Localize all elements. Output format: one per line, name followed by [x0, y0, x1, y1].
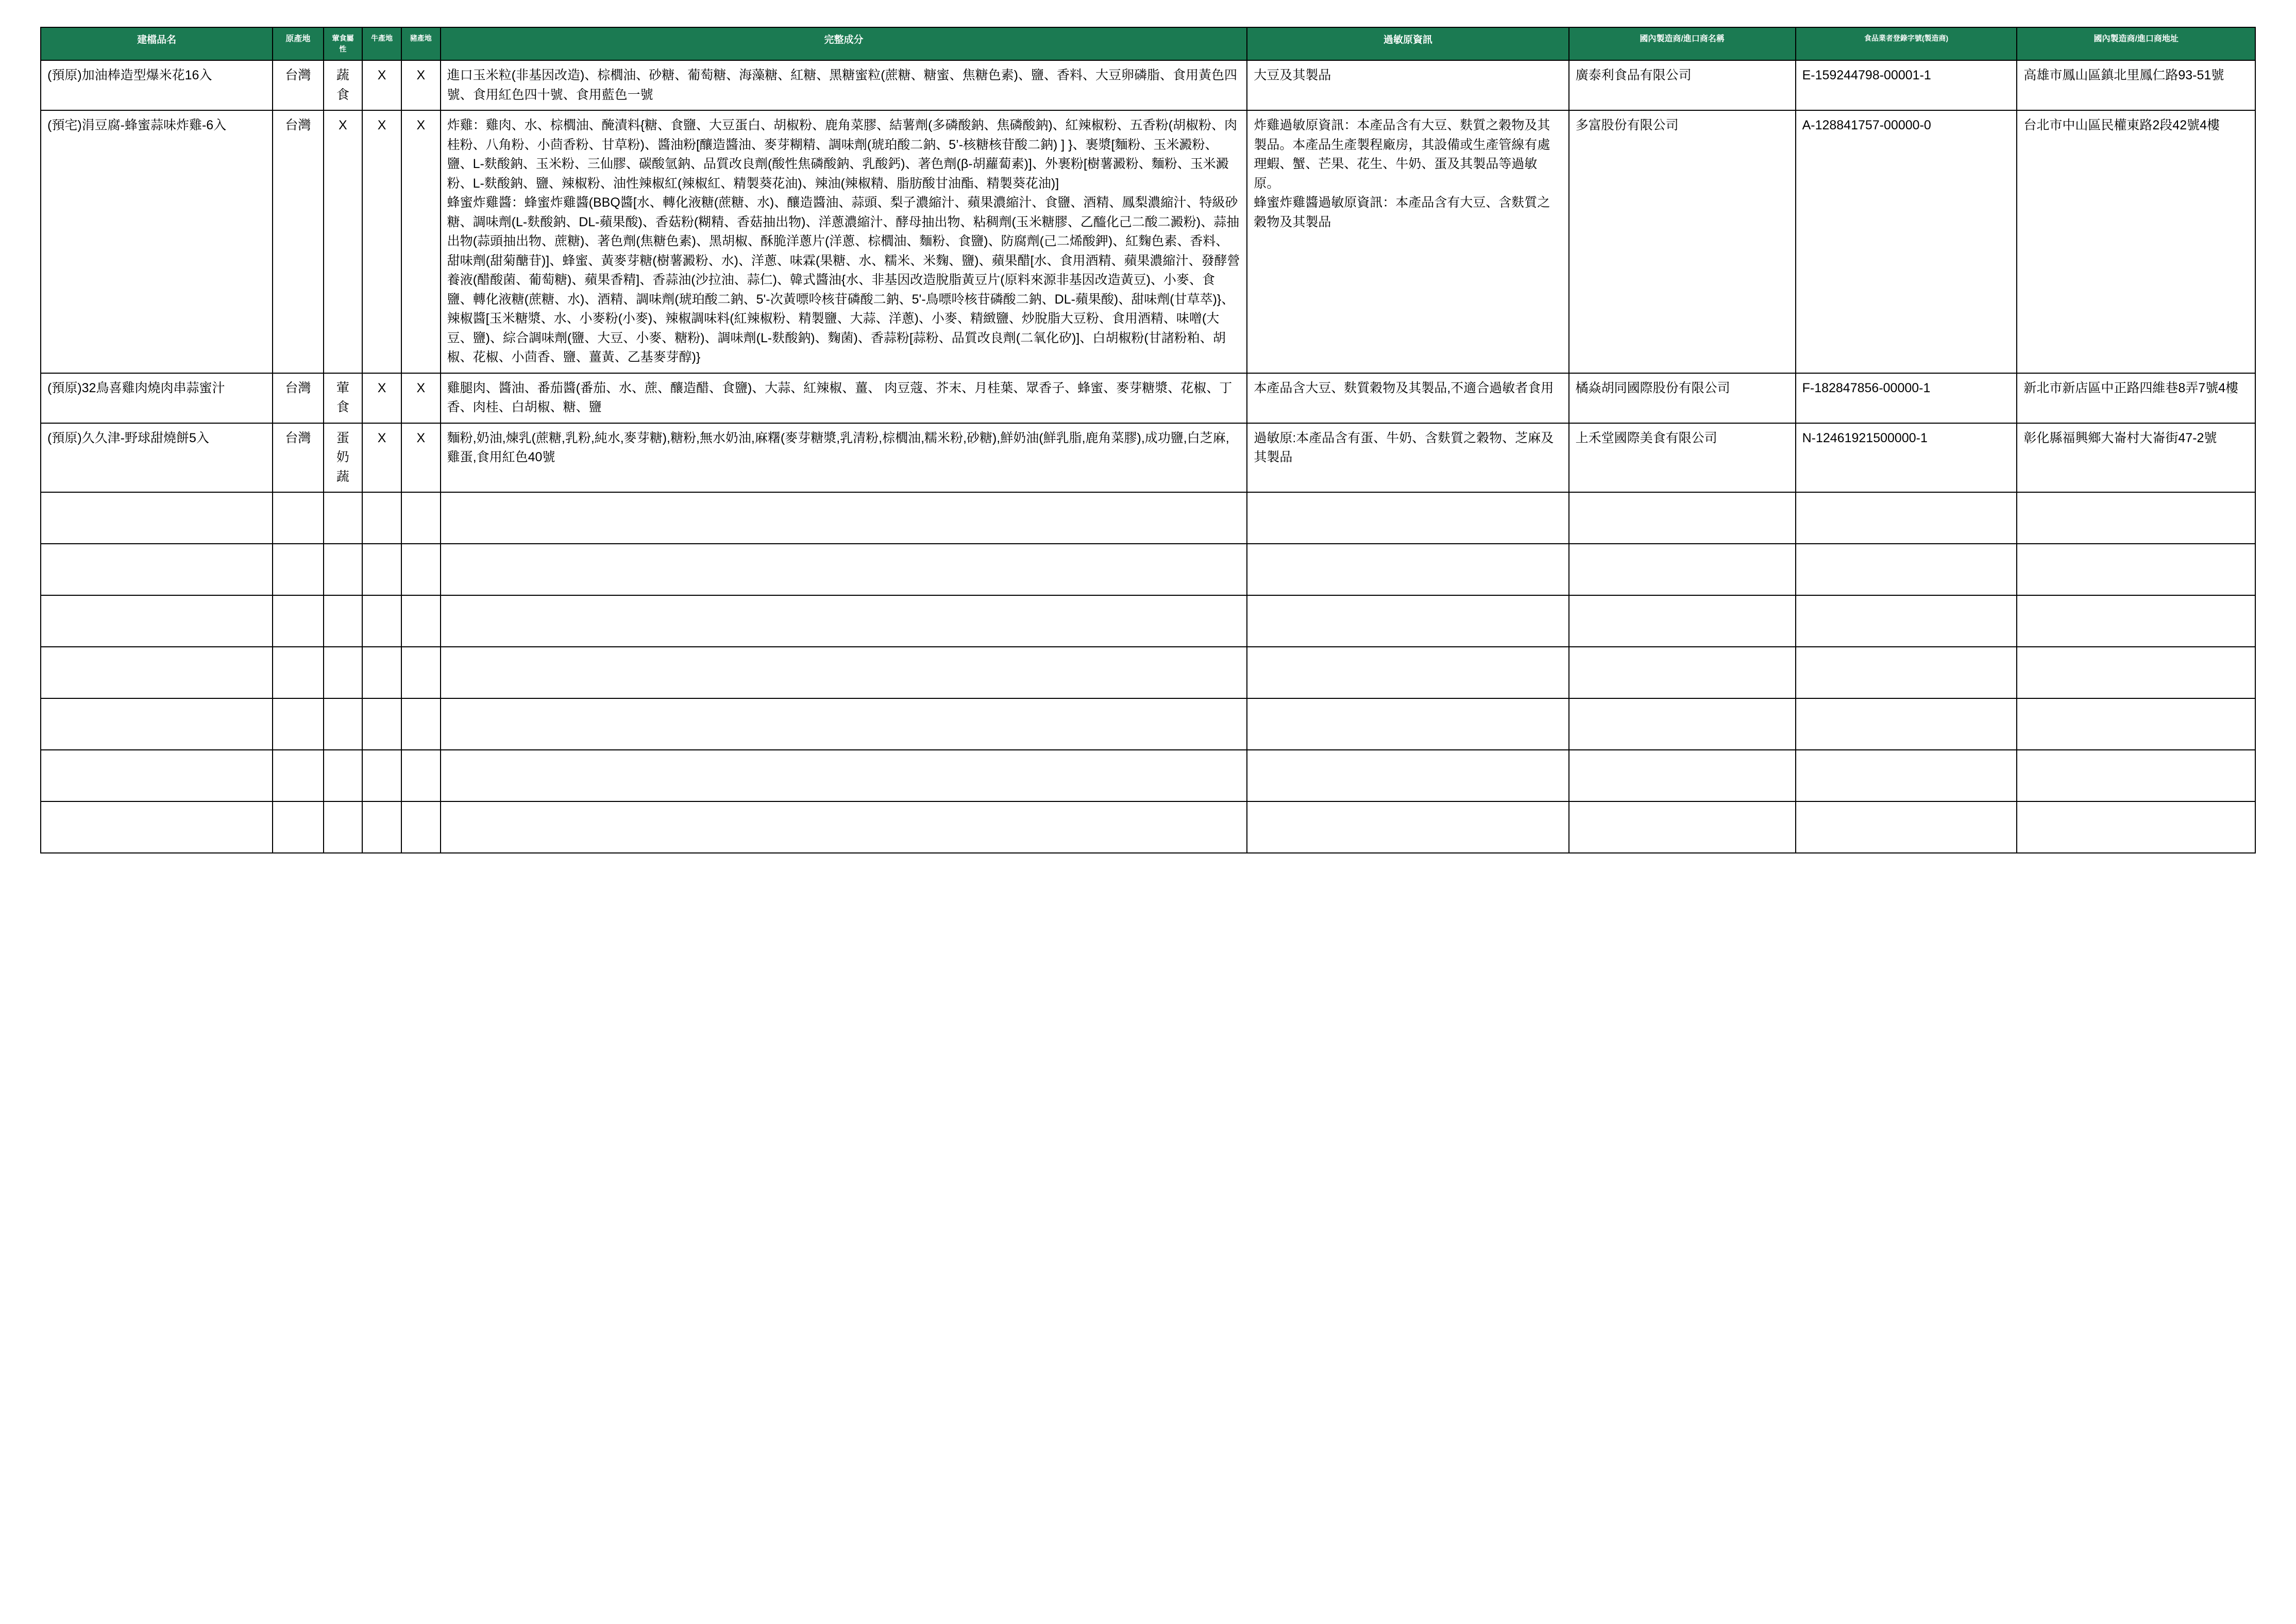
- cell-product-name-empty[interactable]: [41, 647, 273, 698]
- cell-manufacturer-empty[interactable]: [1569, 544, 1796, 595]
- cell-origin[interactable]: 台灣: [273, 373, 323, 423]
- cell-pork-origin[interactable]: X: [401, 423, 441, 493]
- cell-registration-no-empty[interactable]: [1796, 595, 2017, 647]
- cell-pork-origin-empty[interactable]: [401, 801, 441, 853]
- cell-ingredients-empty[interactable]: [441, 492, 1247, 544]
- cell-pork-origin-empty[interactable]: [401, 750, 441, 801]
- cell-product-name-empty[interactable]: [41, 801, 273, 853]
- table-row-empty: [41, 698, 2255, 750]
- cell-product-name[interactable]: (預宅)涓豆腐-蜂蜜蒜味炸雞-6入: [41, 110, 273, 373]
- cell-veg-attribute-empty[interactable]: [324, 492, 363, 544]
- cell-ingredients-empty[interactable]: [441, 801, 1247, 853]
- cell-veg-attribute-empty[interactable]: [324, 647, 363, 698]
- cell-beef-origin-empty[interactable]: [362, 544, 401, 595]
- column-header-maker[interactable]: 國內製造商/進口商名稱: [1569, 27, 1796, 60]
- cell-product-name[interactable]: (預原)久久津-野球甜燒餅5入: [41, 423, 273, 493]
- column-header-name[interactable]: 建檔品名: [41, 27, 273, 60]
- cell-registration-no[interactable]: A-128841757-00000-0: [1796, 110, 2017, 373]
- cell-veg-attribute-empty[interactable]: [324, 750, 363, 801]
- cell-beef-origin[interactable]: X: [362, 423, 401, 493]
- cell-ingredients-empty[interactable]: [441, 750, 1247, 801]
- cell-beef-origin-empty[interactable]: [362, 698, 401, 750]
- cell-ingredients[interactable]: 進口玉米粒(非基因改造)、棕櫚油、砂糖、葡萄糖、海藻糖、紅糖、黑糖蜜粒(蔗糖、糖蜜、焦糖色素)、鹽、香料、大豆卵磷脂、食用黃色四號、食用紅色四十號、食用藍色一號: [441, 60, 1247, 110]
- cell-origin-empty[interactable]: [273, 750, 323, 801]
- column-header-origin[interactable]: 原產地: [273, 27, 323, 60]
- cell-ingredients-empty[interactable]: [441, 647, 1247, 698]
- cell-pork-origin-empty[interactable]: [401, 492, 441, 544]
- cell-pork-origin-empty[interactable]: [401, 647, 441, 698]
- cell-origin-empty[interactable]: [273, 595, 323, 647]
- cell-registration-no-empty[interactable]: [1796, 750, 2017, 801]
- cell-pork-origin[interactable]: X: [401, 60, 441, 110]
- cell-product-name-empty[interactable]: [41, 595, 273, 647]
- cell-allergen[interactable]: 本產品含大豆、麩質穀物及其製品,不適合過敏者食用: [1247, 373, 1568, 423]
- cell-manufacturer[interactable]: 廣泰利食品有限公司: [1569, 60, 1796, 110]
- cell-address[interactable]: 高雄市鳳山區鎮北里鳳仁路93-51號: [2017, 60, 2255, 110]
- cell-veg-attribute-empty[interactable]: [324, 595, 363, 647]
- cell-ingredients-empty[interactable]: [441, 698, 1247, 750]
- cell-manufacturer[interactable]: 多富股份有限公司: [1569, 110, 1796, 373]
- cell-pork-origin[interactable]: X: [401, 110, 441, 373]
- cell-beef-origin[interactable]: X: [362, 60, 401, 110]
- cell-origin-empty[interactable]: [273, 647, 323, 698]
- cell-origin-empty[interactable]: [273, 698, 323, 750]
- cell-manufacturer-empty[interactable]: [1569, 698, 1796, 750]
- cell-allergen-empty[interactable]: [1247, 698, 1568, 750]
- cell-manufacturer-empty[interactable]: [1569, 595, 1796, 647]
- cell-origin[interactable]: 台灣: [273, 110, 323, 373]
- cell-veg-attribute[interactable]: 葷食: [324, 373, 363, 423]
- cell-veg-attribute-empty[interactable]: [324, 698, 363, 750]
- table-row-empty: [41, 801, 2255, 853]
- cell-manufacturer-empty[interactable]: [1569, 750, 1796, 801]
- cell-product-name[interactable]: (預原)加油棒造型爆米花16入: [41, 60, 273, 110]
- cell-allergen-empty[interactable]: [1247, 544, 1568, 595]
- cell-address-empty[interactable]: [2017, 492, 2255, 544]
- cell-allergen-empty[interactable]: [1247, 492, 1568, 544]
- cell-veg-attribute[interactable]: X: [324, 110, 363, 373]
- cell-beef-origin-empty[interactable]: [362, 492, 401, 544]
- table-header: [41, 27, 2255, 60]
- table-body: [41, 60, 2255, 853]
- table-row: [41, 110, 2255, 373]
- cell-veg-attribute[interactable]: 蛋奶蔬: [324, 423, 363, 493]
- cell-address-empty[interactable]: [2017, 801, 2255, 853]
- cell-allergen-empty[interactable]: [1247, 750, 1568, 801]
- cell-product-name[interactable]: (預原)32鳥喜雞肉燒肉串蒜蜜汁: [41, 373, 273, 423]
- cell-beef-origin[interactable]: X: [362, 373, 401, 423]
- cell-origin[interactable]: 台灣: [273, 423, 323, 493]
- column-header-beef-origin[interactable]: 豬產地: [401, 27, 441, 60]
- column-header-allergen[interactable]: 過敏原資訊: [1247, 27, 1568, 60]
- table-row: [41, 373, 2255, 423]
- cell-allergen[interactable]: 炸雞過敏原資訊：本產品含有大豆、麩質之穀物及其製品。本產品生產製程廠房，其設備或生產管線有處理蝦、蟹、芒果、花生、牛奶、蛋及其製品等過敏原。 蜂蜜炸雞醬過敏原資訊：本產品含有大豆、含麩質之穀物及其製品: [1247, 110, 1568, 373]
- cell-product-name-empty[interactable]: [41, 492, 273, 544]
- cell-manufacturer[interactable]: 橘焱胡同國際股份有限公司: [1569, 373, 1796, 423]
- cell-address-empty[interactable]: [2017, 698, 2255, 750]
- cell-pork-origin-empty[interactable]: [401, 544, 441, 595]
- cell-product-name-empty[interactable]: [41, 698, 273, 750]
- cell-pork-origin-empty[interactable]: [401, 698, 441, 750]
- column-header-registration[interactable]: 食品業者登錄字號(製造商): [1796, 27, 2017, 60]
- cell-address-empty[interactable]: [2017, 595, 2255, 647]
- cell-allergen-empty[interactable]: [1247, 801, 1568, 853]
- cell-ingredients[interactable]: 炸雞：雞肉、水、棕櫚油、醃漬料{糖、食鹽、大豆蛋白、胡椒粉、鹿角菜膠、結薯劑(多磷酸鈉、焦磷酸鈉)、紅辣椒粉、五香粉(胡椒粉、肉桂粉、八角粉、小茴香粉、甘草粉)、醬油粉[釀造醬油、麥芽糊精、調味劑(琥珀酸二鈉、5’-核糖核苷酸二鈉) ] }、裹漿[麵粉、玉米澱粉、鹽、L-麩酸鈉、玉米粉、三仙膠、碳酸氫鈉、品質改良劑(酸性焦磷酸鈉、乳酸鈣)、著色劑(β-胡蘿蔔素)]、外裹粉[樹薯澱粉、麵粉、玉米澱粉、L-麩酸鈉、鹽、辣椒粉、油性辣椒紅(辣椒紅、精製葵花油)、辣油(辣椒精、脂肪酸甘油酯、精製葵花油)] 蜂蜜炸雞醬：蜂蜜炸雞醬(BBQ醬[水、轉化液糖(蔗糖、水)、釀造醬油、蒜頭、梨子濃縮汁、蘋果濃縮汁、食鹽、酒精、鳳梨濃縮汁、特級砂糖、調味劑(L-麩酸鈉、DL-蘋果酸)、香菇粉(糊精、香菇抽出物)、洋蔥濃縮汁、酵母抽出物、粘稠劑(玉米糖膠、乙醯化己二酸二澱粉)、蒜抽出物(蒜頭抽出物、蔗糖)、著色劑(焦糖色素)、黑胡椒、酥脆洋蔥片(洋蔥、棕櫚油、麵粉、食鹽)、防腐劑(己二烯酸鉀)、紅麴色素、香料、甜味劑(甜菊醣苷)]、蜂蜜、黃麥芽糖(樹薯澱粉、水)、洋蔥、味霖(果糖、水、糯米、米麴、鹽)、蘋果醋[水、食用酒精、蘋果濃縮汁、發酵營養液(醋酸菌、葡萄糖)、蘋果香精]、香蒜油(沙拉油、蒜仁)、韓式醬油{水、非基因改造脫脂黃豆片(原料來源非基因改造黃豆)、小麥、食鹽、轉化液糖(蔗糖、水)、酒精、調味劑(琥珀酸二鈉、5'-次黃嘌呤核苷磷酸二鈉、5'-鳥嘌呤核苷磷酸二鈉、DL-蘋果酸)、甜味劑(甘草萃)}、辣椒醬[玉米糖漿、水、小麥粉(小麥)、辣椒調味料(紅辣椒粉、精製鹽、大蒜、洋蔥)、小麥、精緻鹽、炒脫脂大豆粉、食用酒精、味噌(大豆、鹽)、綜合調味劑(鹽、大豆、小麥、糖粉)、調味劑(L-麩酸鈉)、麴菌)、香蒜粉[蒜粉、品質改良劑(二氧化矽)]、白胡椒粉(甘諸粉粕、胡椒、花椒、小茴香、鹽、薑黃、乙基麥芽醇)}: [441, 110, 1247, 373]
- column-header-address[interactable]: 國內製造商/進口商地址: [2017, 27, 2255, 60]
- cell-address-empty[interactable]: [2017, 750, 2255, 801]
- cell-manufacturer[interactable]: 上禾堂國際美食有限公司: [1569, 423, 1796, 493]
- cell-registration-no-empty[interactable]: [1796, 647, 2017, 698]
- cell-beef-origin-empty[interactable]: [362, 801, 401, 853]
- cell-registration-no[interactable]: E-159244798-00001-1: [1796, 60, 2017, 110]
- cell-origin-empty[interactable]: [273, 492, 323, 544]
- cell-address-empty[interactable]: [2017, 544, 2255, 595]
- column-header-beef[interactable]: 牛產地: [362, 27, 401, 60]
- cell-registration-no-empty[interactable]: [1796, 544, 2017, 595]
- cell-origin-empty[interactable]: [273, 801, 323, 853]
- cell-ingredients-empty[interactable]: [441, 544, 1247, 595]
- table-row-empty: [41, 647, 2255, 698]
- cell-registration-no-empty[interactable]: [1796, 698, 2017, 750]
- table-row-empty: [41, 595, 2255, 647]
- cell-registration-no[interactable]: N-12461921500000-1: [1796, 423, 2017, 493]
- cell-origin[interactable]: 台灣: [273, 60, 323, 110]
- cell-address[interactable]: 彰化縣福興鄉大崙村大崙街47-2號: [2017, 423, 2255, 493]
- cell-origin-empty[interactable]: [273, 544, 323, 595]
- column-header-veg[interactable]: 葷食屬性: [324, 27, 363, 60]
- cell-pork-origin[interactable]: X: [401, 373, 441, 423]
- cell-beef-origin-empty[interactable]: [362, 647, 401, 698]
- cell-registration-no[interactable]: F-182847856-00000-1: [1796, 373, 2017, 423]
- cell-address[interactable]: 新北市新店區中正路四維巷8弄7號4樓: [2017, 373, 2255, 423]
- cell-registration-no-empty[interactable]: [1796, 801, 2017, 853]
- cell-veg-attribute-empty[interactable]: [324, 801, 363, 853]
- cell-address[interactable]: 台北市中山區民權東路2段42號4樓: [2017, 110, 2255, 373]
- cell-beef-origin-empty[interactable]: [362, 750, 401, 801]
- cell-veg-attribute-empty[interactable]: [324, 544, 363, 595]
- cell-allergen-empty[interactable]: [1247, 647, 1568, 698]
- table-row-empty: [41, 750, 2255, 801]
- cell-allergen-empty[interactable]: [1247, 595, 1568, 647]
- table-row-empty: [41, 492, 2255, 544]
- product-ingredient-table: [40, 27, 2256, 853]
- cell-manufacturer-empty[interactable]: [1569, 492, 1796, 544]
- cell-product-name-empty[interactable]: [41, 544, 273, 595]
- column-header-ingredients[interactable]: 完整成分: [441, 27, 1247, 60]
- cell-registration-no-empty[interactable]: [1796, 492, 2017, 544]
- cell-allergen[interactable]: 過敏原:本產品含有蛋、牛奶、含麩質之穀物、芝麻及其製品: [1247, 423, 1568, 493]
- table-row: [41, 60, 2255, 110]
- cell-pork-origin-empty[interactable]: [401, 595, 441, 647]
- cell-ingredients[interactable]: 雞腿肉、醬油、番茄醬(番茄、水、蔗、釀造醋、食鹽)、大蒜、紅辣椒、薑、 肉豆蔻、芥末、月桂葉、眾香子、蜂蜜、麥芽糖漿、花椒、丁香、肉桂、白胡椒、糖、鹽: [441, 373, 1247, 423]
- cell-product-name-empty[interactable]: [41, 750, 273, 801]
- table-row: [41, 423, 2255, 493]
- cell-manufacturer-empty[interactable]: [1569, 801, 1796, 853]
- cell-ingredients-empty[interactable]: [441, 595, 1247, 647]
- cell-veg-attribute[interactable]: 蔬食: [324, 60, 363, 110]
- cell-ingredients[interactable]: 麵粉,奶油,煉乳(蔗糖,乳粉,純水,麥芽糖),糖粉,無水奶油,麻糬(麥芽糖漿,乳清粉,棕櫚油,糯米粉,砂糖),鮮奶油(鮮乳脂,鹿角菜膠),成功鹽,白芝麻,雞蛋,食用紅色40號: [441, 423, 1247, 493]
- cell-beef-origin[interactable]: X: [362, 110, 401, 373]
- cell-allergen[interactable]: 大豆及其製品: [1247, 60, 1568, 110]
- table-row-empty: [41, 544, 2255, 595]
- cell-manufacturer-empty[interactable]: [1569, 647, 1796, 698]
- cell-address-empty[interactable]: [2017, 647, 2255, 698]
- header-row: [41, 27, 2255, 60]
- cell-beef-origin-empty[interactable]: [362, 595, 401, 647]
